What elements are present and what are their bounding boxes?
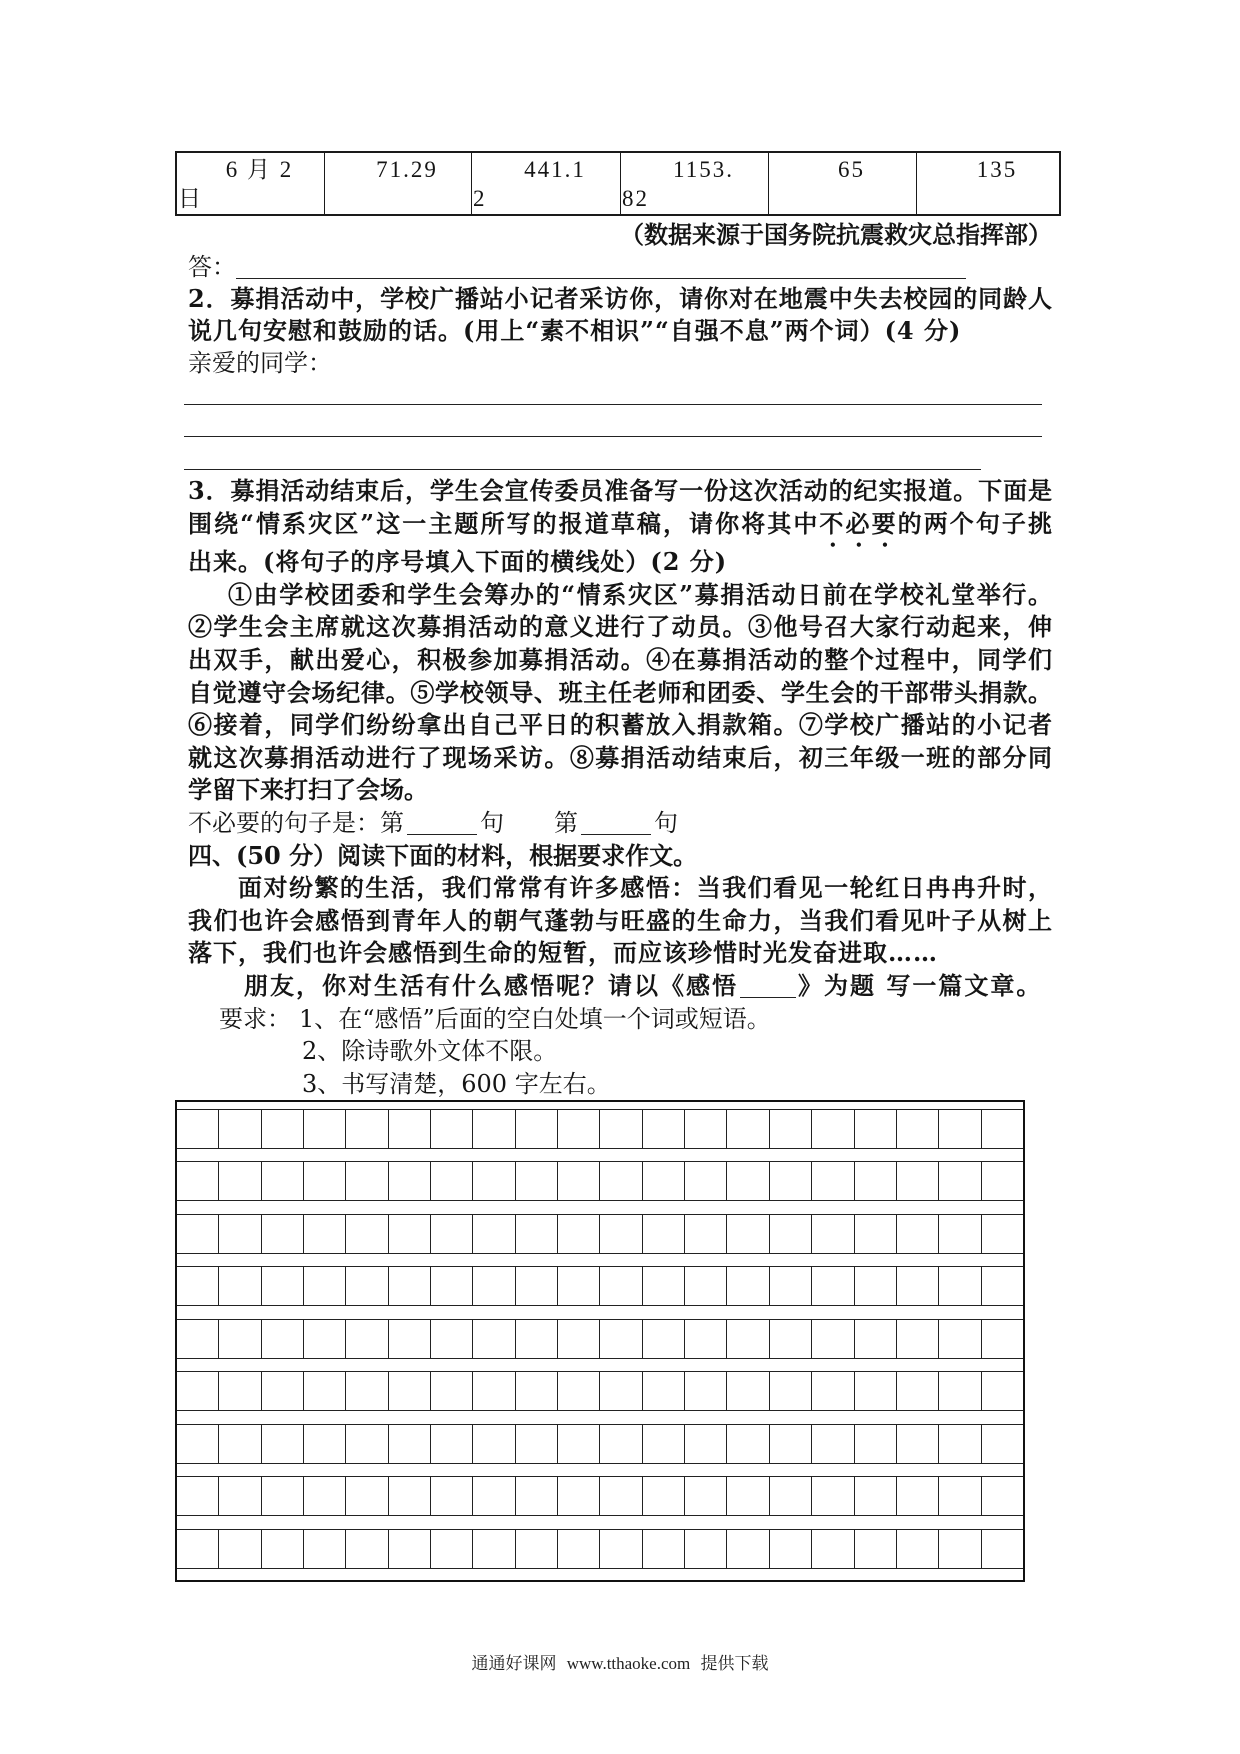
passage-line: 自觉遵守会场纪律。⑤学校领导、班主任老师和团委、学生会的干部带头捐款。 [188, 677, 1052, 707]
grid-cell [472, 1372, 514, 1410]
grid-cell [472, 1320, 514, 1358]
table-cell [471, 153, 620, 214]
grid-cell [261, 1477, 303, 1515]
grid-cell [345, 1215, 387, 1253]
writing-grid [175, 1100, 1025, 1582]
grid-cell [515, 1477, 557, 1515]
grid-cell [981, 1530, 1023, 1568]
grid-cell [261, 1425, 303, 1463]
grid-cell [642, 1425, 684, 1463]
grid-cell [726, 1320, 768, 1358]
grid-cell [938, 1110, 980, 1148]
grid-cell [261, 1215, 303, 1253]
grid-cell [472, 1162, 514, 1200]
grid-cell [642, 1477, 684, 1515]
grid-cell [388, 1320, 430, 1358]
grid-cell [854, 1530, 896, 1568]
question-3-stem [188, 508, 1052, 541]
grid-cell [261, 1110, 303, 1148]
grid-cell [896, 1372, 938, 1410]
passage-line: ①由学校团委和学生会筹办的“情系灾区”募捐活动日前在学校礼堂举行。 [228, 579, 1052, 609]
question-block-top [188, 219, 1052, 379]
grid-cell [854, 1425, 896, 1463]
question-3-stem: 3．募捐活动结束后，学生会宣传委员准备写一份这次活动的纪实报道。下面是 [188, 476, 1052, 505]
grid-cell [938, 1530, 980, 1568]
table-cell-line: 441.1 [524, 157, 586, 182]
grid-cell [769, 1215, 811, 1253]
grid-cell [769, 1162, 811, 1200]
grid-cell [726, 1530, 768, 1568]
grid-cell [599, 1215, 641, 1253]
grid-cell [303, 1320, 345, 1358]
grid-cell [684, 1477, 726, 1515]
grid-cell [303, 1372, 345, 1410]
prompt-text: 朋友，你对生活有什么感悟呢？请以《感悟 [244, 970, 738, 1000]
grid-cell [938, 1425, 980, 1463]
grid-cell [642, 1530, 684, 1568]
grid-row [177, 1424, 1023, 1464]
table-cell-date [177, 153, 324, 214]
grid-cell [472, 1425, 514, 1463]
grid-cell [599, 1110, 641, 1148]
emphasis-text: 不必要 [819, 508, 898, 538]
grid-cell [430, 1162, 472, 1200]
grid-cell [177, 1477, 218, 1515]
grid-cell [811, 1110, 853, 1148]
grid-cell [599, 1162, 641, 1200]
grid-cell [811, 1530, 853, 1568]
grid-cell [726, 1425, 768, 1463]
answer-label: 答： [188, 253, 236, 281]
grid-cell [345, 1267, 387, 1305]
grid-cell [981, 1425, 1023, 1463]
grid-cell [218, 1162, 260, 1200]
grid-cell [177, 1110, 218, 1148]
grid-cell [515, 1320, 557, 1358]
table-cell-line: 6 月 2 [225, 157, 294, 182]
grid-cell [769, 1110, 811, 1148]
material-line: 落下，我们也许会感悟到生命的短暂，而应该珍惜时光发奋进取…… [188, 938, 938, 968]
grid-cell [430, 1267, 472, 1305]
grid-cell [599, 1320, 641, 1358]
grid-cell [811, 1477, 853, 1515]
requirement-item: 1、在“感悟”后面的空白处填一个词或短语。 [299, 1004, 771, 1033]
grid-cell [684, 1267, 726, 1305]
grid-cell [218, 1530, 260, 1568]
grid-cell [430, 1372, 472, 1410]
requirement-label: 要求： [219, 1004, 291, 1033]
grid-cell [938, 1320, 980, 1358]
grid-cell [684, 1425, 726, 1463]
stem-text: 的两个句子挑 [897, 508, 1053, 538]
question-block-main [188, 475, 1052, 1100]
grid-cell [218, 1215, 260, 1253]
question-2-stem: 说几句安慰和鼓励的话。(用上“素不相识”“自强不息”两个词）(4 分) [188, 316, 962, 345]
grid-cell [388, 1110, 430, 1148]
answer-prefix: 不必要的句子是：第 [188, 808, 404, 837]
grid-cell [177, 1162, 218, 1200]
grid-cell [811, 1320, 853, 1358]
passage-line: 就这次募捐活动进行了现场采访。⑧募捐活动结束后，初三年级一班的部分同 [188, 742, 1052, 772]
grid-cell [811, 1267, 853, 1305]
grid-cell [515, 1425, 557, 1463]
grid-cell [896, 1215, 938, 1253]
grid-cell [345, 1162, 387, 1200]
grid-cell [981, 1267, 1023, 1305]
grid-cell [938, 1162, 980, 1200]
grid-cell [177, 1372, 218, 1410]
grid-cell [642, 1215, 684, 1253]
table-cell [916, 153, 1059, 214]
grid-cell [303, 1110, 345, 1148]
grid-cell [854, 1320, 896, 1358]
grid-cell [896, 1530, 938, 1568]
grid-cell [515, 1372, 557, 1410]
grid-cell [557, 1425, 599, 1463]
title-blank [740, 997, 796, 998]
grid-cell [726, 1215, 768, 1253]
grid-cell [896, 1110, 938, 1148]
grid-cell [726, 1477, 768, 1515]
grid-cell [599, 1267, 641, 1305]
grid-cell [218, 1425, 260, 1463]
grid-cell [811, 1215, 853, 1253]
grid-cell [345, 1477, 387, 1515]
table-cell-line: 135 [976, 157, 1018, 182]
grid-cell [938, 1215, 980, 1253]
grid-cell [854, 1372, 896, 1410]
grid-cell [769, 1267, 811, 1305]
grid-cell [430, 1215, 472, 1253]
grid-cell [303, 1530, 345, 1568]
table-cell [768, 153, 916, 214]
grid-cell [177, 1530, 218, 1568]
grid-row [177, 1161, 1023, 1201]
grid-cell [981, 1477, 1023, 1515]
grid-cell [515, 1110, 557, 1148]
grid-cell [557, 1110, 599, 1148]
grid-cell [388, 1372, 430, 1410]
grid-cell [642, 1110, 684, 1148]
question-3-stem: 出来。(将句子的序号填入下面的横线处）(2 分) [188, 547, 728, 577]
grid-cell [769, 1530, 811, 1568]
grid-cell [769, 1320, 811, 1358]
grid-cell [557, 1162, 599, 1200]
grid-cell [726, 1267, 768, 1305]
table-cell-line: 65 [838, 157, 865, 182]
grid-cell [177, 1267, 218, 1305]
grid-cell [684, 1320, 726, 1358]
grid-row [177, 1319, 1023, 1359]
grid-cell [345, 1372, 387, 1410]
grid-cell [557, 1320, 599, 1358]
grid-cell [642, 1320, 684, 1358]
table-cell [324, 153, 471, 214]
grid-cell [472, 1530, 514, 1568]
grid-cell [811, 1162, 853, 1200]
salutation: 亲爱的同学： [188, 349, 332, 377]
grid-cell [599, 1372, 641, 1410]
grid-cell [557, 1215, 599, 1253]
grid-cell [938, 1477, 980, 1515]
material-line: 面对纷繁的生活，我们常常有许多感悟：当我们看见一轮红日冉冉升时， [238, 873, 1052, 903]
prompt-text: 》为题 写一篇文章。 [798, 970, 1043, 1000]
grid-cell [896, 1425, 938, 1463]
grid-cell [261, 1372, 303, 1410]
grid-cell [981, 1110, 1023, 1148]
grid-cell [218, 1372, 260, 1410]
grid-cell [896, 1267, 938, 1305]
grid-cell [854, 1162, 896, 1200]
grid-cell [261, 1530, 303, 1568]
grid-cell [261, 1320, 303, 1358]
grid-cell [430, 1425, 472, 1463]
grid-cell [854, 1110, 896, 1148]
table-cell-line: 71.29 [376, 157, 438, 182]
grid-row [177, 1266, 1023, 1306]
grid-cell [303, 1425, 345, 1463]
grid-cell [261, 1267, 303, 1305]
grid-cell [599, 1425, 641, 1463]
grid-cell [345, 1110, 387, 1148]
grid-cell [684, 1162, 726, 1200]
grid-cell [218, 1477, 260, 1515]
grid-cell [472, 1215, 514, 1253]
grid-cell [981, 1372, 1023, 1410]
grid-cell [388, 1267, 430, 1305]
grid-cell [811, 1425, 853, 1463]
grid-cell [854, 1267, 896, 1305]
grid-cell [726, 1372, 768, 1410]
passage-line: 学留下来打扫了会场。 [188, 775, 428, 805]
grid-cell [896, 1477, 938, 1515]
data-table-row [175, 151, 1061, 216]
fill-in-answer [188, 807, 1052, 840]
grid-cell [642, 1372, 684, 1410]
grid-row [177, 1109, 1023, 1149]
grid-cell [642, 1162, 684, 1200]
answer-text: 句 [654, 808, 678, 837]
grid-cell [177, 1320, 218, 1358]
grid-cell [388, 1215, 430, 1253]
answer-blank-line [236, 278, 966, 279]
grid-cell [218, 1110, 260, 1148]
grid-cell [557, 1267, 599, 1305]
grid-row [177, 1529, 1023, 1569]
table-cell-line: 82 [622, 186, 649, 211]
grid-cell [599, 1477, 641, 1515]
grid-cell [218, 1320, 260, 1358]
table-cell-line: 日 [178, 186, 203, 211]
answer-text: 句 [480, 808, 504, 837]
grid-cell [938, 1372, 980, 1410]
grid-cell [177, 1425, 218, 1463]
footer-credit: 通通好课网 www.tthaoke.com 提供下载 [471, 1654, 769, 1673]
grid-cell [388, 1425, 430, 1463]
grid-cell [303, 1162, 345, 1200]
grid-cell [430, 1530, 472, 1568]
grid-cell [896, 1320, 938, 1358]
grid-cell [345, 1425, 387, 1463]
grid-cell [472, 1477, 514, 1515]
grid-cell [345, 1320, 387, 1358]
grid-cell [177, 1215, 218, 1253]
table-cell-line: 2 [473, 186, 487, 211]
grid-cell [769, 1372, 811, 1410]
grid-cell [472, 1110, 514, 1148]
grid-cell [811, 1372, 853, 1410]
grid-cell [896, 1162, 938, 1200]
grid-cell [261, 1162, 303, 1200]
grid-cell [726, 1162, 768, 1200]
grid-cell [515, 1530, 557, 1568]
answer-lines [184, 372, 1042, 470]
grid-cell [684, 1215, 726, 1253]
grid-cell [938, 1267, 980, 1305]
grid-cell [345, 1530, 387, 1568]
grid-cell [515, 1267, 557, 1305]
grid-cell [557, 1477, 599, 1515]
grid-cell [854, 1477, 896, 1515]
grid-row [177, 1476, 1023, 1516]
question-2-stem: 2．募捐活动中，学校广播站小记者采访你，请你对在地震中失去校园的同龄人 [188, 284, 1052, 313]
grid-cell [303, 1477, 345, 1515]
grid-cell [218, 1267, 260, 1305]
answer-text: 第 [554, 808, 578, 837]
grid-cell [769, 1425, 811, 1463]
section-heading: 四、(50 分）阅读下面的材料，根据要求作文。 [188, 840, 698, 870]
requirement-item: 3、书写清楚，600 字左右。 [302, 1069, 611, 1098]
grid-cell [981, 1162, 1023, 1200]
grid-cell [981, 1215, 1023, 1253]
grid-cell [515, 1162, 557, 1200]
passage-line: 出双手，献出爱心，积极参加募捐活动。④在募捐活动的整个过程中，同学们 [188, 644, 1052, 674]
stem-text: 围绕“情系灾区”这一主题所写的报道草稿，请你将其中 [188, 508, 820, 538]
passage-line: ②学生会主席就这次募捐活动的意义进行了动员。③他号召大家行动起来，伸 [188, 612, 1052, 642]
requirement-item: 2、除诗歌外文体不限。 [302, 1037, 558, 1066]
grid-cell [599, 1530, 641, 1568]
grid-cell [388, 1530, 430, 1568]
data-source-note: （数据来源于国务院抗震救灾总指挥部） [620, 220, 1052, 249]
grid-row [177, 1214, 1023, 1254]
grid-cell [303, 1215, 345, 1253]
grid-cell [388, 1162, 430, 1200]
grid-row [177, 1371, 1023, 1411]
answer-row [188, 251, 1052, 283]
answer-blank [407, 834, 477, 835]
grid-cell [726, 1110, 768, 1148]
grid-cell [430, 1320, 472, 1358]
answer-line [184, 437, 981, 470]
table-cell-line: 1153. [673, 157, 734, 182]
grid-cell [303, 1267, 345, 1305]
grid-cell [430, 1110, 472, 1148]
answer-line [184, 372, 1042, 405]
essay-prompt [188, 970, 1052, 1003]
grid-cell [981, 1320, 1023, 1358]
grid-cell [472, 1267, 514, 1305]
grid-cell [388, 1477, 430, 1515]
material-line: 我们也许会感悟到青年人的朝气蓬勃与旺盛的生命力，当我们看见叶子从树上 [188, 905, 1052, 935]
requirement-row [188, 1003, 1052, 1036]
grid-cell [854, 1215, 896, 1253]
grid-cell [557, 1372, 599, 1410]
grid-cell [642, 1267, 684, 1305]
answer-line [184, 405, 1042, 438]
grid-cell [769, 1477, 811, 1515]
grid-cell [684, 1110, 726, 1148]
passage-line: ⑥接着，同学们纷纷拿出自己平日的积蓄放入捐款箱。⑦学校广播站的小记者 [188, 710, 1052, 740]
grid-cell [684, 1530, 726, 1568]
table-cell [620, 153, 768, 214]
answer-blank [581, 834, 651, 835]
grid-cell [684, 1372, 726, 1410]
grid-cell [430, 1477, 472, 1515]
grid-cell [515, 1215, 557, 1253]
grid-cell [557, 1530, 599, 1568]
